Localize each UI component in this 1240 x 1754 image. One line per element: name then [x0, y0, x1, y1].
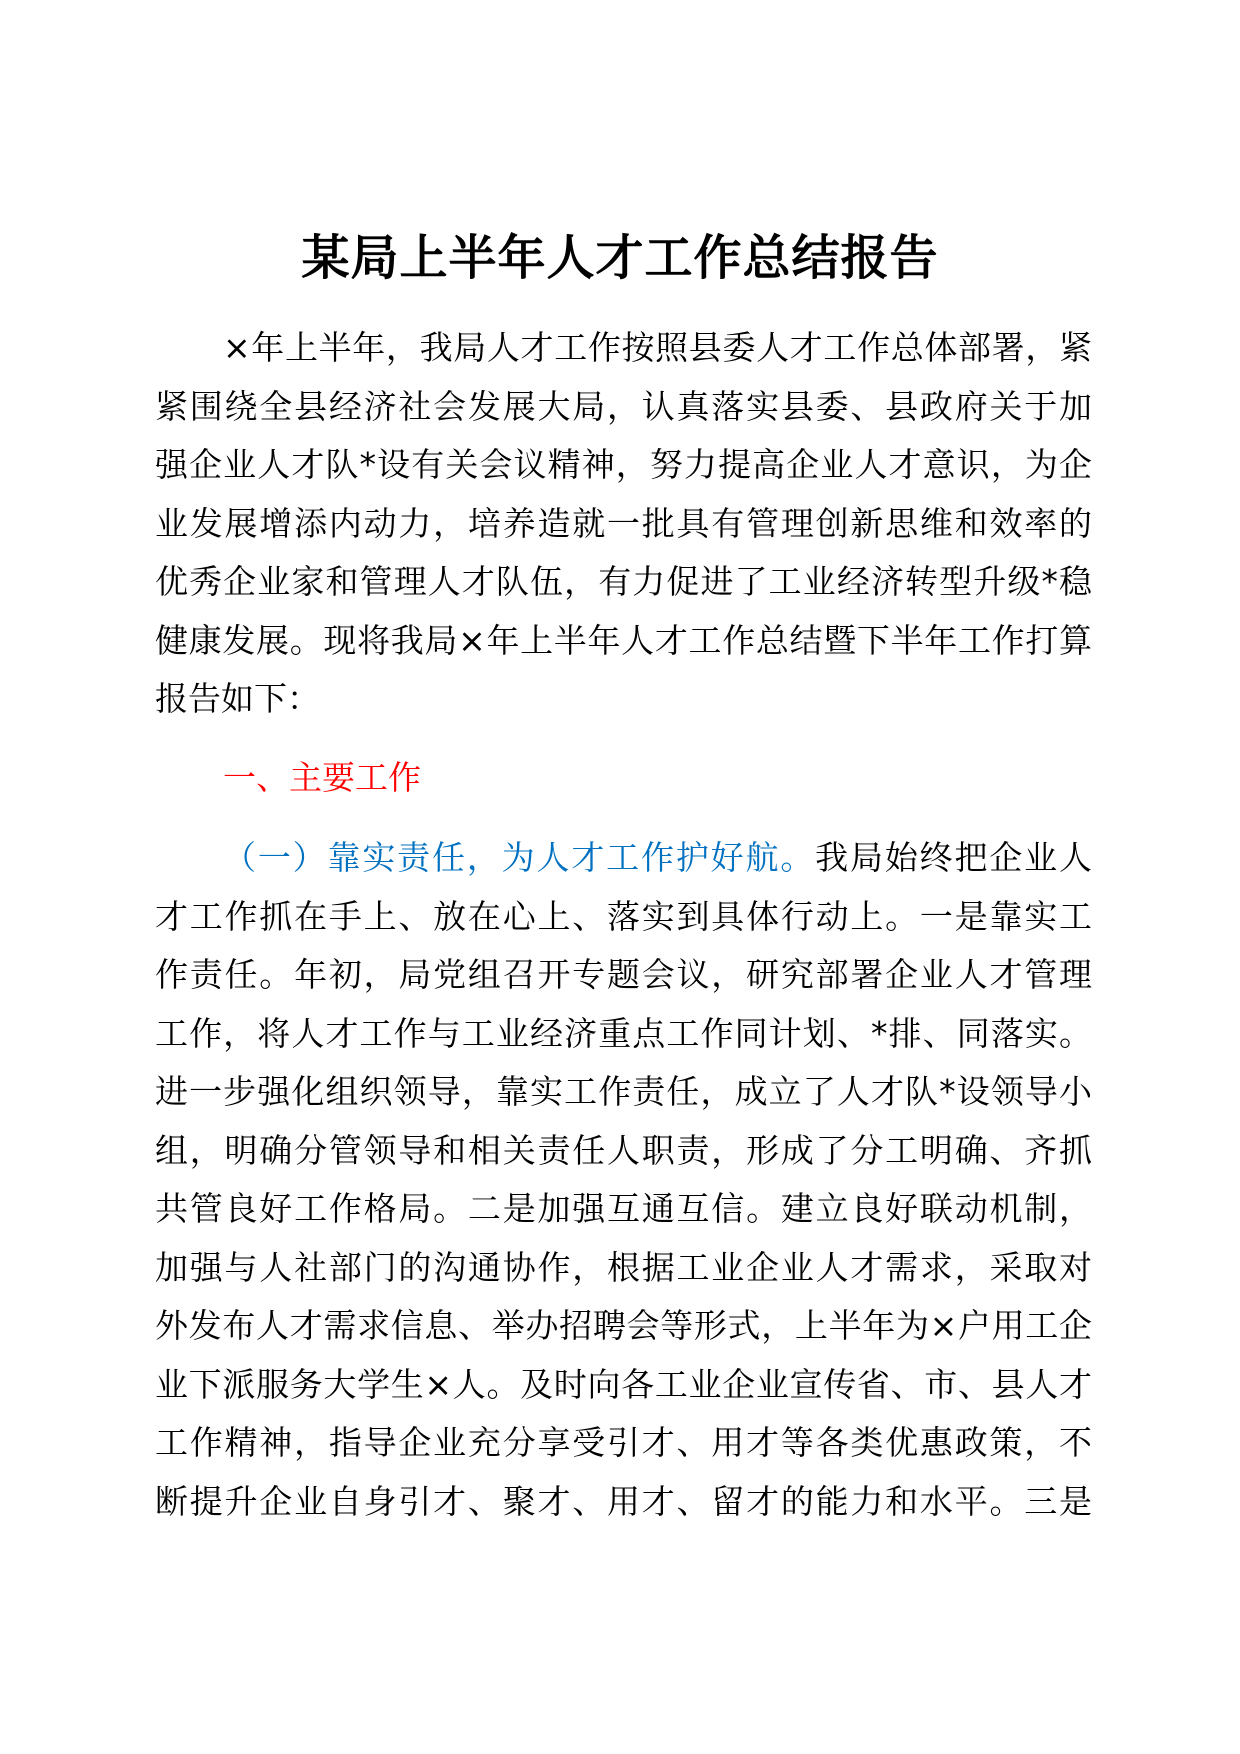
text-line: 进一步强化组织领导，靠实工作责任，成立了人才队*设领导小 — [155, 1072, 1092, 1111]
section-heading-text: 一、主要工作 — [223, 758, 421, 797]
text-line: ×年上半年，我局人才工作按照县委人才工作总体部署，紧 — [223, 328, 1092, 367]
text-line: 组，明确分管领导和相关责任人职责，形成了分工明确、齐抓 — [155, 1130, 1092, 1170]
text-line: 强企业人才队*设有关会议精神，努力提高企业人才意识，为企 — [155, 445, 1092, 484]
subsection-paragraph — [155, 829, 1092, 1531]
text-line — [155, 829, 1092, 888]
section-heading — [155, 749, 1092, 808]
text-line: 业下派服务大学生×人。及时向各工业企业宣传省、市、县人才 — [155, 1364, 1092, 1404]
text-line: 加强与人社部门的沟通协作，根据工业企业人才需求，采取对 — [155, 1247, 1092, 1287]
text-line: 作责任。年初，局党组召开专题会议，研究部署企业人才管理 — [155, 955, 1092, 994]
subsection-heading: （一）靠实责任，为人才工作护好航。 — [223, 838, 816, 877]
text-line: 才工作抓在手上、放在心上、落实到具体行动上。一是靠实工 — [155, 896, 1092, 936]
text-line: 优秀企业家和管理人才队伍，有力促进了工业经济转型升级*稳 — [155, 562, 1092, 601]
text-line: 报告如下： — [155, 679, 320, 718]
text-line: 工作精神，指导企业充分享受引才、用才等各类优惠政策，不 — [155, 1423, 1092, 1462]
text-line: 工作，将人才工作与工业经济重点工作同计划、*排、同落实。 — [155, 1013, 1092, 1053]
text-line: 外发布人才需求信息、举办招聘会等形式，上半年为×户用工企 — [155, 1306, 1092, 1345]
text-run: 我局始终把企业人 — [815, 838, 1093, 877]
text-line: 业发展增添内动力，培养造就一批具有管理创新思维和效率的 — [155, 503, 1092, 543]
text-line: 断提升企业自身引才、聚才、用才、留才的能力和水平。三是 — [155, 1481, 1092, 1521]
text-line: 共管良好工作格局。二是加强互通互信。建立良好联动机制， — [155, 1189, 1092, 1228]
document-title: 某局上半年人才工作总结报告 — [301, 230, 939, 286]
text-line: 紧围绕全县经济社会发展大局，认真落实县委、县政府关于加 — [155, 386, 1092, 426]
text-line: 健康发展。现将我局×年上半年人才工作总结暨下半年工作打算 — [155, 620, 1092, 660]
intro-paragraph — [155, 319, 1092, 729]
